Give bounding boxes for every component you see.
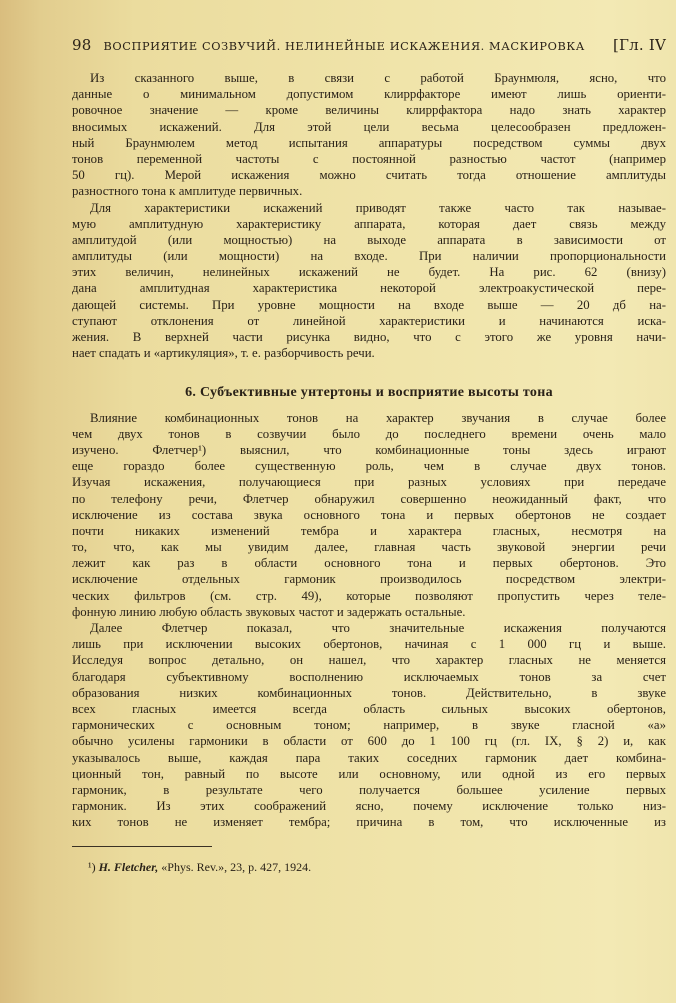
text-line: Влияние комбинационных тонов на характер звучания в случае более — [90, 410, 666, 425]
text-line: благодаря субъективному восполнению исключаемых тонов за счет — [72, 669, 666, 684]
text-line: образования низких комбинационных тонов. Действительно, в звуке — [72, 685, 666, 700]
text-line: дающей системы. При уровне мощности на входе выше — 20 дб на- — [72, 297, 666, 312]
text-line: обычно усилены гармоники в области от 600 до 1 100 гц (гл. IX, § 2) и, как — [72, 734, 666, 749]
text-line: чем двух тонов в созвучии было до последнего времени очень мало — [72, 426, 666, 441]
page-body — [72, 70, 666, 876]
text-line: амплитуды (или мощности) на входе. При наличии пропорциональности — [72, 249, 666, 264]
text-line: всех гласных имеется всегда область сильных высоких обертонов, — [72, 701, 666, 716]
page-number: 98 — [72, 36, 92, 54]
running-title: ВОСПРИЯТИЕ СОЗВУЧИЙ. НЕЛИНЕЙНЫЕ ИСКАЖЕНИЯ. МАСКИРОВКА — [103, 40, 585, 53]
footnote-marker: ¹) — [88, 860, 96, 875]
text-line: тонов переменной частоты с постоянной разностью частот (например — [72, 151, 666, 166]
text-line: ный Браунмюлем метод испытания аппаратуры посредством суммы двух — [72, 135, 666, 150]
text-line: ких тонов не изменяет тембра; причина в том, что исключенные из — [72, 815, 666, 830]
text-line: Изучая искажения, получающиеся при разных условиях при передаче — [72, 475, 666, 490]
text-line: ровочное значение — кроме величины клиррфактора надо знать характер — [72, 103, 666, 118]
text-line: дана амплитудная характеристика некоторой электроакустической пере- — [72, 281, 666, 296]
text-line: нает спадать и «артикуляция», т. е. разборчивость речи. — [72, 346, 375, 361]
footnote-citation: «Phys. Rev.», 23, p. 427, 1924. — [161, 860, 312, 875]
footnote-divider — [72, 846, 212, 847]
text-line: почти никаких изменений тембра и характера гласных, несмотря на — [72, 523, 666, 538]
running-head — [72, 36, 666, 58]
text-line: ционный тон, равный по высоте или основному, или одной из его первых — [72, 766, 666, 781]
text-line: фонную линию любую область звуковых частот и задержать остальные. — [72, 604, 466, 619]
text-line: Исследуя вопрос детально, он нашел, что характер гласных не меняется — [72, 653, 666, 668]
text-line: изучено. Флетчер¹) выяснил, что комбинационные тоны здесь играют — [72, 442, 666, 457]
text-line: этих величин, нелинейных искажений не будет. На рис. 62 (внизу) — [72, 265, 666, 280]
text-line: указывалось выше, каждая пара таких соседних гармоник дает комбина- — [72, 750, 666, 765]
text-line: ческих фильтров (см. стр. 49), которые позволяют пропустить через теле- — [72, 588, 666, 603]
text-line: гармоник, в результате чего получается большее усиление первых — [72, 782, 666, 797]
paragraph-3 — [72, 410, 666, 620]
text-line: разностного тона к амплитуде первичных. — [72, 184, 303, 199]
chapter-marker: [Гл. IV — [612, 36, 666, 54]
text-line: по телефону речи, Флетчер обнаружил совершенно неожиданный факт, что — [72, 491, 666, 506]
text-line: исключение отдельных гармоник производилось посредством электри- — [72, 572, 666, 587]
text-line: еще гораздо более существенную роль, чем в случае двух тонов. — [72, 459, 666, 474]
text-line: гармоник. Из этих соображений ясно, почему исключение только низ- — [72, 799, 666, 814]
text-line: ступают отклонения от линейной характеристики и начинаются иска- — [72, 313, 666, 328]
section-heading: 6. Субъективные унтертоны и восприятие высоты тона — [185, 385, 553, 401]
footnote — [72, 859, 666, 875]
text-line: Для характеристики искажений приводят также часто так называе- — [90, 200, 666, 215]
text-line: Далее Флетчер показал, что значительные искажения получаются — [90, 621, 666, 636]
paragraph-1 — [72, 70, 666, 200]
text-line: исключение из состава звука основного тона и первых обертонов не создает — [72, 507, 666, 522]
text-line: 50 гц). Мерой искажения можно считать тогда отношение амплитуды — [72, 168, 666, 183]
text-line: вносимых искажений. Для этой цели весьма целесообразен предложен- — [72, 119, 666, 134]
text-line: мую амплитудную характеристику аппарата, которая дает связь между — [72, 216, 666, 231]
text-line: данные о минимальном допустимом клиррфакторе имеют лишь ориенти- — [72, 87, 666, 102]
footnote-author: H. Fletcher, — [98, 860, 159, 875]
text-line: лишь при исключении высоких обертонов, начиная с 1 000 гц и выше. — [72, 637, 666, 652]
paragraph-4 — [72, 620, 666, 830]
text-line: Из сказанного выше, в связи с работой Браунмюля, ясно, что — [90, 71, 666, 85]
text-line: жения. В верхней части рисунка видно, что с этого же уровня начи- — [72, 330, 666, 344]
text-line: амплитудой (или мощностью) на выходе аппарата в зависимости от — [72, 232, 666, 247]
paragraph-2 — [72, 200, 666, 362]
text-line: лежит как раз в области основного тона и первых обертонов. Это — [72, 556, 666, 571]
book-page — [72, 36, 666, 876]
text-line: гармонических с основным тоном; например, в звуке гласной «а» — [72, 718, 666, 733]
text-line: то, что, как мы увидим далее, главная часть звуковой энергии речи — [72, 540, 666, 555]
